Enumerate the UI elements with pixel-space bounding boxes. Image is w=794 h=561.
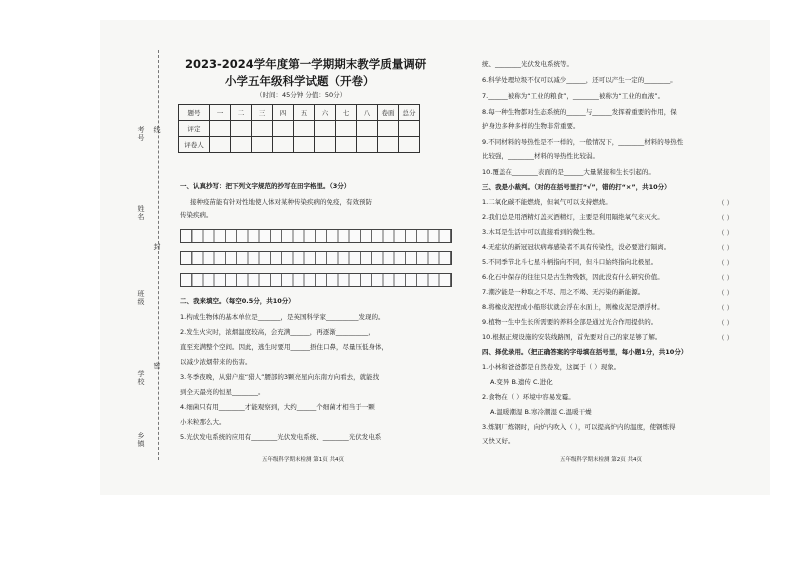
tianzige-row[interactable] — [180, 229, 452, 243]
binding-xingming: 姓名 — [137, 205, 145, 221]
tianzige-row[interactable] — [180, 251, 452, 265]
judge-item: 8.将橡皮泥捏成小船形状就会浮在水面上，则橡皮泥是漂浮材。 — [482, 303, 664, 311]
question-text: 小米粒那么大。 — [180, 418, 226, 426]
judge-item: 4.无症状的新冠冠状病毒感染者不具有传染性，没必要进行隔离。 — [482, 243, 671, 251]
score-table-row-label: 评卷人 — [179, 137, 210, 153]
score-table-cell: 四 — [273, 105, 294, 121]
binding-feng: 封 — [153, 243, 161, 251]
binding-xiangzhen: 乡镇 — [137, 432, 145, 448]
answer-paren[interactable]: （ ） — [718, 199, 734, 207]
question-text: 5.光伏发电系统的应用有________光伏发电系统、________光伏发电系 — [180, 433, 382, 441]
question-text: 直至充满整个空间。因此，逃生时要用______捂住口鼻，尽量压低身体， — [180, 343, 388, 351]
section-4-title: 四、择优录用。（把正确答案的字母填在括号里，每小题1分，共10分） — [482, 348, 688, 356]
question-text: 1.构成生物体的基本单位是_______，是英国科学家__________发现的。 — [180, 313, 385, 321]
score-table-row-label: 评定 — [179, 121, 210, 137]
exam-title: 2023-2024学年度第一学期期末教学质量调研 — [185, 57, 427, 71]
answer-paren[interactable]: （ ） — [718, 304, 734, 312]
score-table-cell: 题号 — [179, 105, 210, 121]
answer-paren[interactable]: （ ） — [718, 214, 734, 222]
score-table-row — [179, 137, 420, 153]
score-table-header-row — [179, 105, 420, 121]
question-text: 以减少浓烟带来的伤害。 — [180, 358, 252, 366]
score-table-cell: 八 — [357, 105, 378, 121]
answer-paren[interactable]: （ ） — [718, 229, 734, 237]
section-1-title: 一、认真抄写：把下列文字规范的抄写在田字格里。（3分） — [180, 182, 351, 190]
binding-banji: 班级 — [137, 290, 145, 306]
judge-item: 7.潮汐能是一种取之不尽、用之不竭、无污染的新能源。 — [482, 288, 645, 296]
page-footer-right: 五年级科学期末检测 第2页 共4页 — [560, 457, 642, 463]
answer-paren[interactable]: （ ） — [718, 244, 734, 252]
binding-xuexiao: 学校 — [137, 370, 145, 386]
judge-item: 10.根据正规设施的安装线路图，首先要对自己的家足够了解。 — [482, 333, 662, 341]
judge-item: 6.化石中保存的往往只是古生物残骸，因此没有什么研究价值。 — [482, 273, 664, 281]
page-footer-left: 五年级科学期末检测 第1页 共4页 — [262, 457, 344, 463]
judge-item: 3.木耳是生活中可以直接看到的微生物。 — [482, 228, 599, 236]
answer-paren[interactable]: （ ） — [718, 274, 734, 282]
choice-question-cont: 又快又好。 — [482, 437, 515, 445]
choice-options: A.温暖潮湿 B.寒冷潮湿 C.温暖干燥 — [490, 408, 592, 416]
question-text: 4.细菌只有用________才能观察到，大约______个细菌才相当于一颗 — [180, 403, 375, 411]
question-text: 到全天最亮的恒星________。 — [180, 388, 265, 396]
copy-text-line: 传染疾病。 — [180, 211, 213, 219]
section-2-title: 二、我来填空。（每空0.5分，共10分） — [180, 297, 295, 305]
score-table-row — [179, 121, 420, 137]
choice-question: 1.小林和爸爸都是自然卷发，这属于（ ）现象。 — [482, 363, 621, 371]
score-table-cell: 三 — [252, 105, 273, 121]
tianzige-row[interactable] — [180, 273, 452, 287]
question-text: 统、________光伏发电系统等。 — [482, 60, 573, 68]
binding-line — [158, 50, 159, 460]
binding-kaohao: 考号 — [137, 126, 145, 142]
answer-paren[interactable]: （ ） — [718, 289, 734, 297]
answer-paren[interactable]: （ ） — [718, 259, 734, 267]
judge-item: 1.二氧化碳不能燃烧，但氧气可以支持燃烧。 — [482, 198, 612, 206]
binding-mi: 密 — [153, 362, 161, 370]
score-table-cell: 七 — [336, 105, 357, 121]
binding-xian: 线 — [153, 126, 161, 134]
choice-question: 2.食物在（ ）环境中容易发霉。 — [482, 393, 575, 401]
judge-item: 9.植物一生中生长所需要的养料全部是通过光合作用提供的。 — [482, 318, 658, 326]
judge-item: 2.我们总是用酒精灯盖灭酒精灯，主要是利用隔绝氧气来灭火。 — [482, 213, 664, 221]
choice-options: A.变异 B.遗传 C.进化 — [490, 378, 553, 386]
question-text: 6.科学处理垃圾不仅可以减少______，还可以产生一定的________。 — [482, 76, 677, 84]
question-text: 9.不同材料的导热性是不一样的，一般情况下，________材料的导热性 — [482, 138, 684, 146]
score-table-cell: 一 — [210, 105, 231, 121]
question-text: 2.发生火灾时，浓烟温度较高，会充满______，再逐渐__________， — [180, 328, 375, 336]
copy-text-line: 接种疫苗能有针对性地使人体对某种传染疾病的免疫，有效预防 — [190, 198, 372, 206]
score-table-cell: 五 — [294, 105, 315, 121]
exam-subtitle: 小学五年级科学试题（开卷） — [225, 74, 375, 88]
score-table — [178, 104, 420, 153]
score-table-cell: 二 — [231, 105, 252, 121]
score-table-cell: 卷面 — [378, 105, 399, 121]
question-text: 10.覆盖在________表面的是______大量紧接和生长引起的。 — [482, 168, 655, 176]
answer-paren[interactable]: （ ） — [718, 334, 734, 342]
question-text: 比较强，________材料的导热性比较弱。 — [482, 152, 599, 160]
exam-time-info: （时间：45分钟 分值：50分） — [256, 91, 347, 99]
score-table-cell: 总分 — [399, 105, 420, 121]
question-text: 7.______被称为“工业的粮食”，________被称为“工业的血液”。 — [482, 92, 665, 100]
question-text: 3.冬季夜晚，从猎户座“猎人”腰部的3颗亮星向东南方向看去，就能找 — [180, 373, 380, 381]
question-text: 护身边多种多样的生物非常重要。 — [482, 122, 580, 130]
judge-item: 5.不同季节北斗七星斗柄指向不同，但斗口始终指向北极星。 — [482, 258, 658, 266]
choice-question: 3.炼钢厂炼钢时，向炉内吹入（ ），可以提高炉内的温度，使钢炼得 — [482, 423, 676, 431]
question-text: 8.每一种生物都对生态系统的______与______发挥着重要的作用，保 — [482, 108, 677, 116]
section-3-title: 三、我是小裁判。（对的在括号里打“√”，错的打“×”，共10分） — [482, 183, 671, 191]
score-table-cell: 六 — [315, 105, 336, 121]
answer-paren[interactable]: （ ） — [718, 319, 734, 327]
